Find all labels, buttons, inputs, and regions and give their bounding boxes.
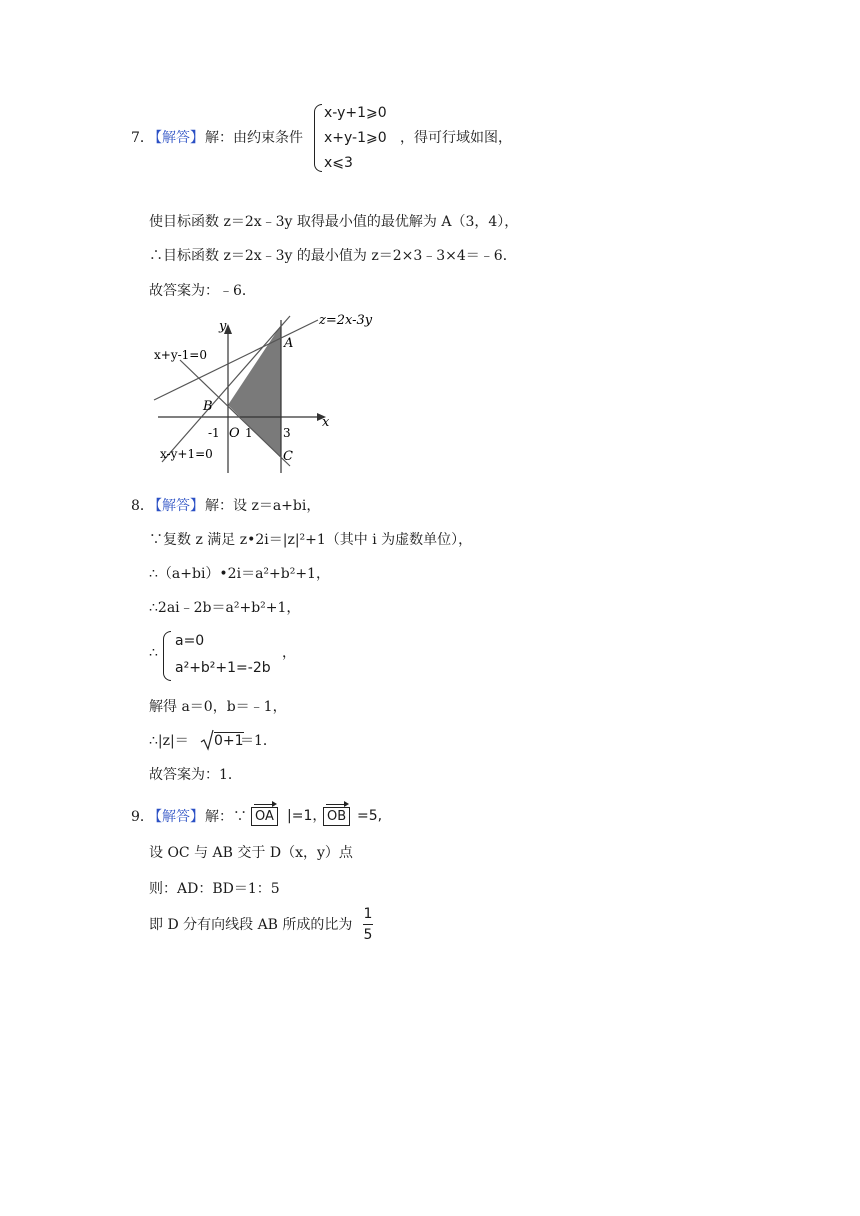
y-axis-label: y: [219, 319, 227, 334]
q7-line-2: ∴目标函数 z＝2x﹣3y 的最小值为 z＝2×3﹣3×4＝﹣6．: [149, 248, 517, 264]
objective-label: z=2x-3y: [319, 313, 373, 328]
tick-3: 3: [283, 426, 291, 440]
q7-solution-tag: 【解答】: [148, 130, 204, 146]
q9-intro: 解：∵: [205, 809, 247, 825]
q8-system-brace: [163, 631, 171, 681]
q8-system-eq-2: a²+b²+1=-2b: [175, 660, 271, 676]
q8-intro: 解：设 z＝a+bi，: [205, 498, 321, 514]
q8-radicand: 0+1: [214, 733, 244, 749]
line-x-minus-y-plus-1-label: x-y+1=0: [160, 447, 213, 461]
q9-fraction-numerator: 1: [363, 906, 373, 922]
q7-number: 7．: [131, 130, 154, 146]
sqrt-sign-icon: [200, 729, 214, 751]
point-B-label: B: [203, 399, 213, 414]
point-A-label: A: [284, 336, 294, 351]
q7-constraint-2: x+y-1⩾0: [324, 130, 387, 146]
q9-number: 9．: [131, 809, 154, 825]
q8-line-5-post: ＝1．: [240, 733, 277, 749]
q9-vector-ob: OB: [323, 807, 350, 826]
fraction-bar: [363, 924, 373, 925]
q9-fraction: [363, 906, 373, 943]
q8-system-after: ，: [282, 645, 296, 661]
tick-1: 1: [245, 426, 253, 440]
q7-line-1: 使目标函数 z＝2x﹣3y 取得最小值的最优解为 A（3，4），: [149, 214, 519, 230]
q8-line-1: ∵复数 z 满足 z•2i＝|z|²+1（其中 i 为虚数单位），: [149, 532, 473, 548]
q8-line-2: ∴（a+bi）•2i＝a²+b²+1，: [149, 566, 330, 582]
q8-line-5-pre: ∴|z|＝: [149, 733, 189, 749]
q8-number: 8．: [131, 498, 154, 514]
q8-answer: 故答案为：1．: [149, 767, 242, 783]
origin-label: O: [229, 426, 240, 441]
q8-line-4: 解得 a＝0，b＝﹣1，: [149, 699, 287, 715]
q9-vector-ob-value: =5,: [357, 808, 383, 824]
q8-system-eq-1: a=0: [175, 633, 205, 649]
q7-intro: 解：由约束条件: [205, 130, 303, 146]
q8-line-3: ∴2ai﹣2b＝a²+b²+1，: [149, 600, 301, 616]
q9-line-3: 即 D 分有向线段 AB 所成的比为: [149, 917, 353, 933]
q9-line-1: 设 OC 与 AB 交于 D（x，y）点: [149, 845, 353, 861]
point-C-label: C: [283, 449, 293, 464]
q7-answer: 故答案为：﹣6．: [149, 283, 256, 299]
q7-constraint-brace: [314, 104, 322, 172]
q9-solution-tag: 【解答】: [148, 809, 204, 825]
q8-therefore: ∴: [149, 645, 158, 661]
q9-line-2: 则：AD：BD＝1：5: [149, 881, 280, 897]
q7-constraint-1: x-y+1⩾0: [324, 105, 387, 121]
line-x-plus-y-minus-1-label: x+y-1=0: [154, 348, 207, 362]
q9-vector-oa-value: |=1，: [287, 808, 327, 824]
q8-solution-tag: 【解答】: [148, 498, 204, 514]
q7-feasible-region-graph: [150, 308, 390, 478]
tick-minus-1: -1: [208, 426, 220, 440]
q9-fraction-denominator: 5: [363, 927, 373, 943]
q9-vector-oa: OA: [251, 807, 278, 826]
x-axis-label: x: [322, 415, 330, 430]
q7-constraint-3: x⩽3: [324, 155, 353, 171]
q7-intro-after: ，得可行域如图，: [400, 130, 512, 146]
